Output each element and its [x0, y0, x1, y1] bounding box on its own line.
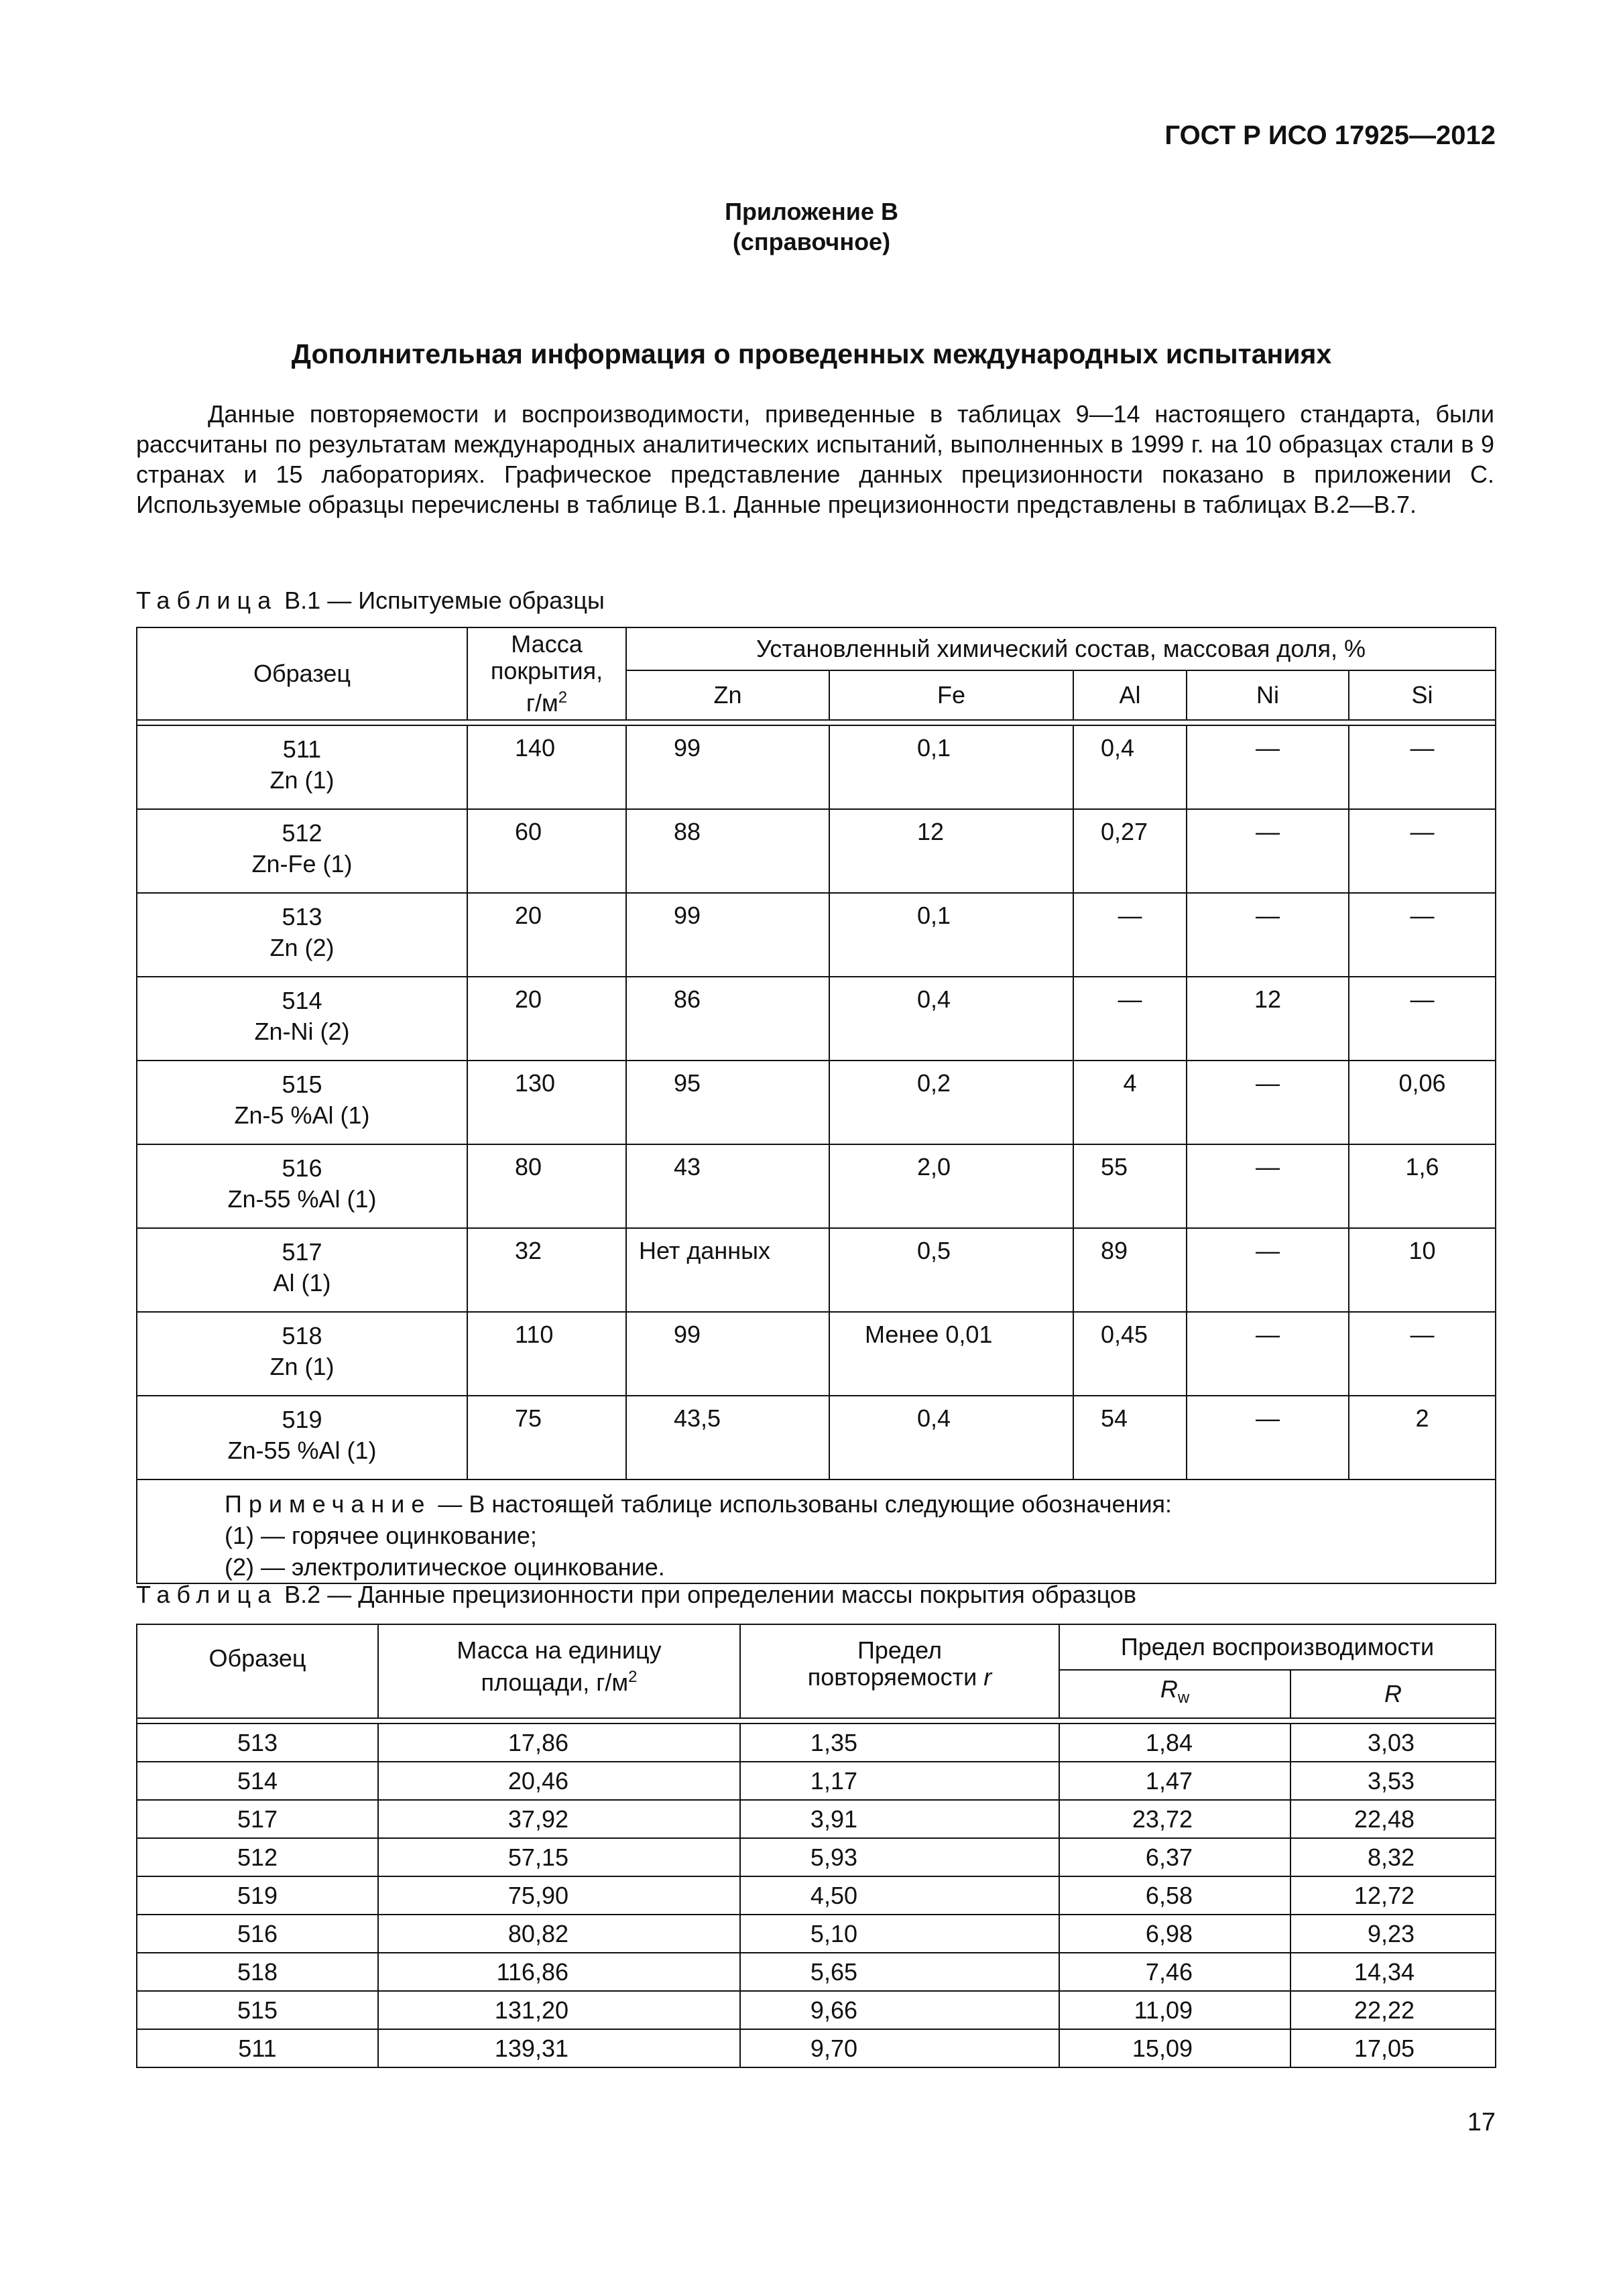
page-number: 17	[1467, 2108, 1496, 2136]
note-line-1: (1) — горячее оцинкование;	[225, 1522, 537, 1549]
header-si: Si	[1349, 670, 1496, 720]
zn-cell: 99	[626, 893, 829, 977]
t2-header-rw-sub: w	[1177, 1689, 1190, 1707]
table-row	[137, 1061, 1496, 1144]
sample-cell	[137, 1396, 467, 1479]
header-composition: Установленный химический состав, массовая доля, %	[626, 627, 1496, 670]
t2-header-reproduce: Предел воспроизводимости	[1059, 1624, 1496, 1670]
table-row	[137, 1953, 1496, 1991]
mass-cell: 60	[467, 809, 626, 893]
t2-R-cell: 3,53	[1290, 1762, 1496, 1800]
al-cell: 55	[1073, 1144, 1187, 1228]
mass-cell: 20	[467, 977, 626, 1061]
al-cell: 0,27	[1073, 809, 1187, 893]
sample-id: 518	[282, 1322, 322, 1349]
sample-type: Zn-55 %Al (1)	[227, 1185, 377, 1213]
si-cell: 2	[1349, 1396, 1496, 1479]
al-cell: 0,45	[1073, 1312, 1187, 1396]
t2-header-repeat-line2-wrap	[741, 1664, 1059, 1691]
t2-rw-cell: 23,72	[1059, 1800, 1290, 1838]
table1-caption	[136, 587, 605, 615]
zn-cell: 86	[626, 977, 829, 1061]
al-cell: 89	[1073, 1228, 1187, 1312]
t2-r-cell: 4,50	[740, 1876, 1059, 1915]
sample-id: 514	[282, 987, 322, 1014]
t2-R-cell: 22,48	[1290, 1800, 1496, 1838]
table-row	[137, 1838, 1496, 1876]
t2-header-mass-sup: 2	[628, 1668, 638, 1686]
t2-R-cell: 12,72	[1290, 1876, 1496, 1915]
t2-R-cell: 3,03	[1290, 1724, 1496, 1762]
t2-header-rw-symbol: R	[1160, 1675, 1178, 1703]
header-ni: Ni	[1187, 670, 1349, 720]
sample-cell	[137, 893, 467, 977]
sample-type: Al (1)	[273, 1269, 331, 1296]
header-separator	[137, 720, 1496, 725]
table-row	[137, 893, 1496, 977]
t2-sample-cell: 516	[137, 1915, 378, 1953]
table-row	[137, 1724, 1496, 1762]
t2-header-repeat	[740, 1624, 1059, 1718]
fe-cell: 0,2	[829, 1061, 1073, 1144]
ni-cell: —	[1187, 1144, 1349, 1228]
fe-cell: 0,4	[829, 977, 1073, 1061]
t2-sample-cell: 518	[137, 1953, 378, 1991]
document-code: ГОСТ Р ИСО 17925—2012	[1164, 121, 1496, 150]
sample-cell	[137, 977, 467, 1061]
sample-type: Zn (1)	[269, 1353, 335, 1380]
header-zn: Zn	[626, 670, 829, 720]
table-row	[137, 2029, 1496, 2067]
t2-header-r	[1290, 1670, 1496, 1718]
fe-cell: 0,5	[829, 1228, 1073, 1312]
table-row	[137, 1876, 1496, 1915]
t2-R-cell: 22,22	[1290, 1991, 1496, 2029]
sample-id: 516	[282, 1154, 322, 1182]
mass-cell: 110	[467, 1312, 626, 1396]
mass-cell: 130	[467, 1061, 626, 1144]
t2-mass-cell: 20,46	[378, 1762, 740, 1800]
t2-sample-cell: 514	[137, 1762, 378, 1800]
table2-caption	[136, 1581, 1136, 1609]
t2-mass-cell: 80,82	[378, 1915, 740, 1953]
ni-cell: —	[1187, 1312, 1349, 1396]
table2-caption-label: Таблица	[136, 1581, 278, 1608]
al-cell: 0,4	[1073, 725, 1187, 809]
ni-cell: —	[1187, 1061, 1349, 1144]
header-mass	[467, 627, 626, 720]
table-row	[137, 1312, 1496, 1396]
sample-cell	[137, 725, 467, 809]
t2-header-r-symbol: R	[1384, 1680, 1402, 1707]
t2-sample-cell: 519	[137, 1876, 378, 1915]
table2-caption-text: В.2 — Данные прецизионности при определении массы покрытия образцов	[278, 1581, 1136, 1608]
samples-table	[136, 627, 1496, 1584]
sample-cell	[137, 1228, 467, 1312]
sample-type: Zn-Ni (2)	[254, 1018, 350, 1045]
t2-rw-cell: 1,84	[1059, 1724, 1290, 1762]
mass-cell: 20	[467, 893, 626, 977]
t2-header-mass	[378, 1624, 740, 1718]
t2-r-cell: 9,66	[740, 1991, 1059, 2029]
t2-header-repeat-symbol: r	[983, 1663, 992, 1691]
sample-cell	[137, 1144, 467, 1228]
sample-cell	[137, 809, 467, 893]
t2-r-cell: 5,10	[740, 1915, 1059, 1953]
ni-cell: —	[1187, 725, 1349, 809]
header-fe: Fe	[829, 670, 1073, 720]
t2-rw-cell: 6,58	[1059, 1876, 1290, 1915]
t2-r-cell: 9,70	[740, 2029, 1059, 2067]
table-row	[137, 1800, 1496, 1838]
table-note-row	[137, 1479, 1496, 1583]
sample-id: 512	[282, 819, 322, 847]
table-row	[137, 809, 1496, 893]
si-cell: —	[1349, 809, 1496, 893]
sample-type: Zn-5 %Al (1)	[234, 1101, 370, 1129]
t2-mass-cell: 116,86	[378, 1953, 740, 1991]
sample-cell	[137, 1061, 467, 1144]
t2-sample-cell: 515	[137, 1991, 378, 2029]
ni-cell: 12	[1187, 977, 1349, 1061]
note-line-2: (2) — электролитическое оцинкование.	[225, 1553, 665, 1581]
zn-cell: Нет данных	[626, 1228, 829, 1312]
t2-R-cell: 14,34	[1290, 1953, 1496, 1991]
t2-R-cell: 8,32	[1290, 1838, 1496, 1876]
t2-header-mass-line2: площади, г/м	[481, 1669, 629, 1696]
zn-cell: 99	[626, 725, 829, 809]
t2-rw-cell: 6,37	[1059, 1838, 1290, 1876]
table-row	[137, 1396, 1496, 1479]
t2-header-rw	[1059, 1670, 1290, 1718]
fe-cell: 0,1	[829, 893, 1073, 977]
t2-mass-cell: 37,92	[378, 1800, 740, 1838]
zn-cell: 88	[626, 809, 829, 893]
si-cell: —	[1349, 1312, 1496, 1396]
table-note	[137, 1479, 1496, 1583]
zn-cell: 43	[626, 1144, 829, 1228]
t2-mass-cell: 17,86	[378, 1724, 740, 1762]
intro-paragraph: Данные повторяемости и воспроизводимости, приведенные в таблицах 9—14 настоящего стандарта, были рассчитаны по результатам международных аналитических испытаний, выполненных в 1999 г. на 10 образцах стали в 9 странах и 15 лабораториях. Графическое представление данных прецизионности показано в приложении С. Используемые образцы перечислены в таблице В.1. Данные прецизионности представлены в таблицах В.2—В.7.	[136, 400, 1494, 518]
t2-header-separator	[137, 1718, 1496, 1724]
t2-sample-cell: 517	[137, 1800, 378, 1838]
table-row	[137, 1991, 1496, 2029]
t2-R-cell: 9,23	[1290, 1915, 1496, 1953]
si-cell: 1,6	[1349, 1144, 1496, 1228]
table-row	[137, 1915, 1496, 1953]
note-intro	[225, 1488, 1495, 1520]
section-title: Дополнительная информация о проведенных международных испытаниях	[291, 339, 1332, 369]
ni-cell: —	[1187, 1396, 1349, 1479]
ni-cell: —	[1187, 893, 1349, 977]
t2-r-cell: 3,91	[740, 1800, 1059, 1838]
si-cell: —	[1349, 893, 1496, 977]
header-mass-text: Масса покрытия, г/м	[490, 630, 603, 717]
t2-R-cell: 17,05	[1290, 2029, 1496, 2067]
sample-cell	[137, 1312, 467, 1396]
t2-r-cell: 5,93	[740, 1838, 1059, 1876]
si-cell: —	[1349, 977, 1496, 1061]
t2-header-mass-line2-wrap	[379, 1664, 739, 1696]
header-al: Al	[1073, 670, 1187, 720]
t2-header-repeat-line1: Предел	[857, 1636, 942, 1664]
mass-cell: 75	[467, 1396, 626, 1479]
t2-header-sample: Образец	[137, 1624, 378, 1718]
t2-mass-cell: 57,15	[378, 1838, 740, 1876]
t2-r-cell: 5,65	[740, 1953, 1059, 1991]
table1-caption-label: Таблица	[136, 587, 278, 614]
sample-type: Zn (1)	[269, 766, 335, 794]
table-row	[137, 1762, 1496, 1800]
t2-mass-cell: 139,31	[378, 2029, 740, 2067]
si-cell: —	[1349, 725, 1496, 809]
t2-header-repeat-line2: повторяемости	[807, 1663, 977, 1691]
t2-r-cell: 1,35	[740, 1724, 1059, 1762]
t2-rw-cell: 1,47	[1059, 1762, 1290, 1800]
sample-id: 519	[282, 1406, 322, 1433]
fe-cell: 0,1	[829, 725, 1073, 809]
zn-cell: 43,5	[626, 1396, 829, 1479]
t2-rw-cell: 6,98	[1059, 1915, 1290, 1953]
t2-header-mass-line1: Масса на единицу	[457, 1636, 662, 1664]
header-mass-sup: 2	[558, 688, 568, 707]
sample-id: 511	[282, 735, 322, 763]
t2-rw-cell: 7,46	[1059, 1953, 1290, 1991]
note-text: — В настоящей таблице использованы следующие обозначения:	[431, 1490, 1173, 1518]
fe-cell: 0,4	[829, 1396, 1073, 1479]
zn-cell: 99	[626, 1312, 829, 1396]
zn-cell: 95	[626, 1061, 829, 1144]
table1-caption-text: В.1 — Испытуемые образцы	[278, 587, 605, 614]
table-row	[137, 1144, 1496, 1228]
si-cell: 0,06	[1349, 1061, 1496, 1144]
al-cell: —	[1073, 977, 1187, 1061]
sample-type: Zn-55 %Al (1)	[227, 1437, 377, 1464]
mass-cell: 32	[467, 1228, 626, 1312]
appendix-status: (справочное)	[732, 228, 891, 255]
si-cell: 10	[1349, 1228, 1496, 1312]
al-cell: 54	[1073, 1396, 1187, 1479]
t2-sample-cell: 513	[137, 1724, 378, 1762]
t2-rw-cell: 11,09	[1059, 1991, 1290, 2029]
table-row	[137, 1228, 1496, 1312]
t2-rw-cell: 15,09	[1059, 2029, 1290, 2067]
sample-type: Zn (2)	[269, 934, 335, 961]
al-cell: —	[1073, 893, 1187, 977]
sample-id: 515	[282, 1071, 322, 1098]
t2-mass-cell: 75,90	[378, 1876, 740, 1915]
fe-cell: 12	[829, 809, 1073, 893]
ni-cell: —	[1187, 809, 1349, 893]
appendix-title: Приложение В	[725, 198, 898, 225]
table-row	[137, 977, 1496, 1061]
note-label: Примечание	[225, 1490, 432, 1518]
t2-sample-cell: 511	[137, 2029, 378, 2067]
t2-r-cell: 1,17	[740, 1762, 1059, 1800]
header-sample: Образец	[137, 627, 467, 720]
t2-sample-cell: 512	[137, 1838, 378, 1876]
precision-table	[136, 1624, 1496, 2068]
al-cell: 4	[1073, 1061, 1187, 1144]
fe-cell: Менее 0,01	[829, 1312, 1073, 1396]
table-row	[137, 725, 1496, 809]
sample-id: 513	[282, 903, 322, 930]
t2-mass-cell: 131,20	[378, 1991, 740, 2029]
sample-type: Zn-Fe (1)	[251, 850, 353, 878]
mass-cell: 140	[467, 725, 626, 809]
fe-cell: 2,0	[829, 1144, 1073, 1228]
mass-cell: 80	[467, 1144, 626, 1228]
sample-id: 517	[282, 1238, 322, 1266]
ni-cell: —	[1187, 1228, 1349, 1312]
